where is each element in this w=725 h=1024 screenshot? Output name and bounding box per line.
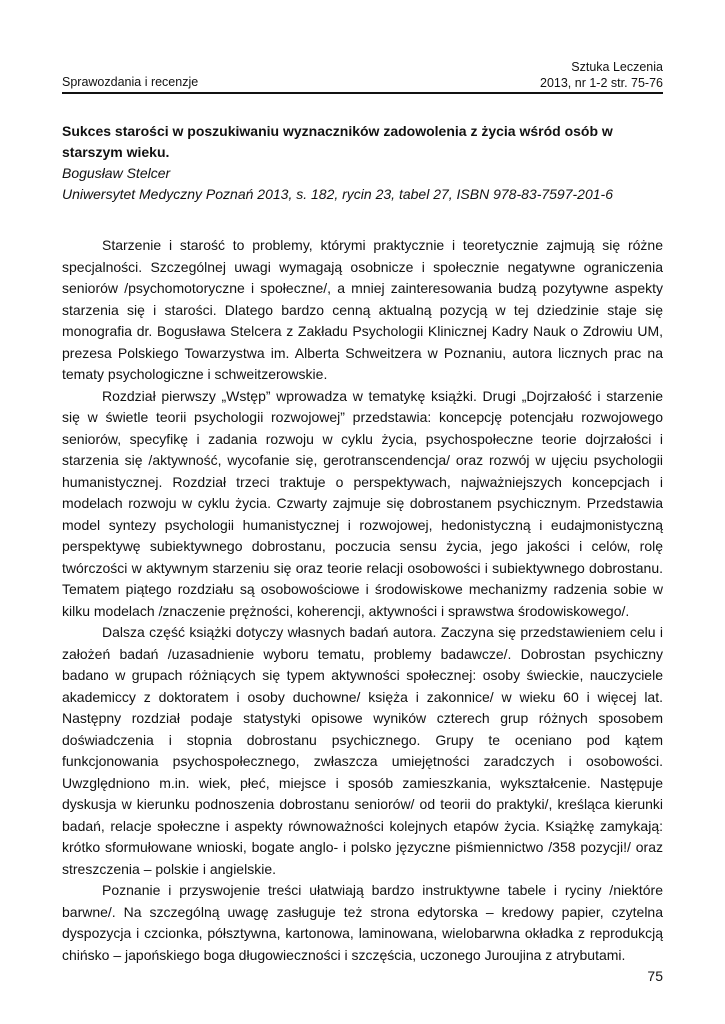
body-paragraph-2: Rozdział pierwszy „Wstęp” wprowadza w tematykę książki. Drugi „Dojrzałość i starzenie się w świetle teorii psychologii rozwojowej” przedstawia: koncepcję potencjału rozwojowego seniorów, specyfikę i zadania rozwoju w cyklu życia, psychospołeczne teorie dojrzałości i starzenia się /aktywność, wycofanie się, gerotranscendencja/ oraz rozwój w ujęciu psychologii humanistycznej. Rozdział trzeci traktuje o perspektywach, najważniejszych koncepcjach i modelach rozwoju w cyklu życia. Czwarty zajmuje się dobrostanem psychicznym. Przedstawia model syntezy psychologii humanistycznej i rozwojowej, hedonistyczną i eudajmonistyczną perspektywę subiektywnego dobrostanu, poczucia sensu życia, jego jakości i celów, rolę twórczości w aktywnym starzeniu się oraz teorie relacji osobowości i subiektywnego dobrostanu. Tematem piątego rozdziału są osobowościowe i środowiskowe mechanizmy radzenia sobie w kilku modelach /znaczenie prężności, koherencji, aktywności i sprawstwa środowiskowego/. bbox=[62, 387, 663, 619]
body-paragraph-4: Poznanie i przyswojenie treści ułatwiają bardzo instruktywne tabele i ryciny /niektóre barwne/. Na szczególną uwagę zasługuje też strona edytorska – kredowy papier, czytelna dyspozycja i czcionka, półsztywna, kartonowa, laminowana, wielobarwna okładka z reprodukcją chińsko – japońskiego boga długowieczności i szczęścia, uczonego Juroujina z atrybutami. bbox=[62, 882, 663, 963]
section-label: Sprawozdania i recenzje bbox=[62, 75, 199, 89]
issue-info: 2013, nr 1-2 str. 75-76 bbox=[540, 76, 663, 90]
article-author: Bogusław Stelcer bbox=[62, 165, 171, 181]
journal-name: Sztuka Leczenia bbox=[571, 60, 663, 74]
body-paragraph-1: Starzenie i starość to problemy, którymi praktycznie i teoretycznie zajmują się różne specjalności. Szczególnej uwagi wymagają osobnicze i społecznie negatywne ograniczenia seniorów /psychomotoryczne i społeczne/, a mniej zainteresowania budzą pozytywne aspekty starzenia się i starości. Dlatego bardzo cenną aktualną pozycją w tej dziedzinie staje się monografia dr. Bogusława Stelcera z Zakładu Psychologii Klinicznej Kadry Nauk o Zdrowiu UM, prezesa Polskiego Towarzystwa im. Alberta Schweitzera w Poznaniu, autora licznych prac na tematy psychologiczne i schweitzerowskie. bbox=[62, 237, 663, 382]
header-divider bbox=[62, 92, 663, 94]
publication-details: Uniwersytet Medyczny Poznań 2013, s. 182, rycin 23, tabel 27, ISBN 978-83-7597-201-6 bbox=[62, 186, 613, 202]
page-number: 75 bbox=[647, 968, 663, 984]
journal-info bbox=[540, 59, 663, 91]
article-title: Sukces starości w poszukiwaniu wyznaczników zadowolenia z życia wśród osób w starszym wieku. bbox=[62, 123, 613, 160]
article-heading bbox=[62, 121, 663, 205]
article-body bbox=[62, 235, 663, 966]
body-paragraph-3: Dalsza część książki dotyczy własnych badań autora. Zaczyna się przedstawieniem celu i założeń badań /uzasadnienie wyboru tematu, problemy badawcze/. Dobrostan psychiczny badano w grupach różniących się typem aktywności społecznej: osoby świeckie, nauczyciele akademiccy z doktoratem i osoby duchowne/ księża i zakonnice/ w wieku 60 i więcej lat. Następny rozdział podaje statystyki opisowe wyników czterech grup różnych sposobem doświadczenia i stopnia dobrostanu psychicznego. Grupy te oceniano pod kątem funkcjonowania psychospołecznego, zwłaszcza umiejętności zaradczych i osobowości. Uwzględniono m.in. wiek, płeć, miejsce i sposób zamieszkania, wykształcenie. Następuje dyskusja w kierunku podnoszenia dobrostanu seniorów/ od teorii do praktyki/, kreśląca kierunki badań, relacje społeczne i aspekty równoważności kolejnych etapów życia. Książkę zamykają: krótko sformułowane wnioski, bogate anglo- i polsko języczne piśmiennictwo /358 pozycji!/ oraz streszczenia – polskie i angielskie. bbox=[62, 624, 663, 877]
